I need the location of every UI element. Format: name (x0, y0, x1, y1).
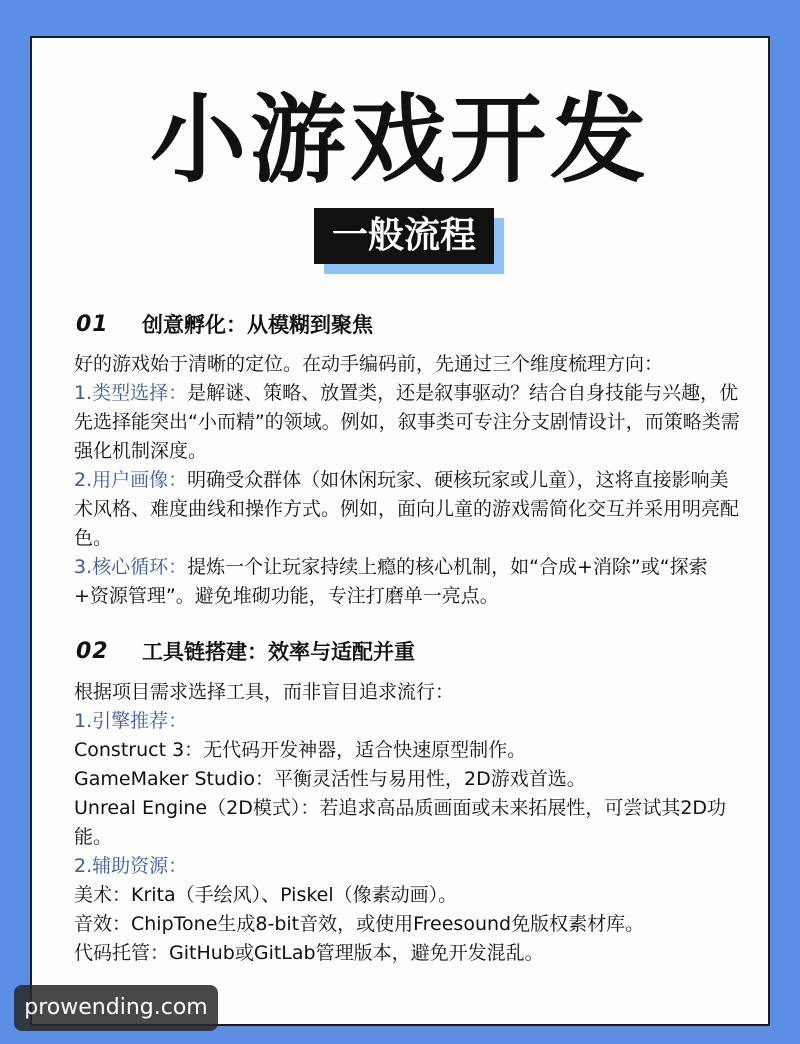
resource-item: 代码托管：GitHub或GitLab管理版本，避免开发混乱。 (74, 942, 544, 964)
item-label: 2.用户画像： (74, 469, 188, 491)
section-2-intro: 根据项目需求选择工具，而非盲目追求流行： (74, 681, 455, 703)
engine-label: 1.引擎推荐： (74, 710, 188, 732)
item-text: 明确受众群体（如休闲玩家、硬核玩家或儿童），这将直接影响美术风格、难度曲线和操作方式。例如，面向儿童的游戏需简化交互并采用明亮配色。 (74, 469, 740, 549)
item-label-highlight (74, 556, 187, 578)
section-1-item (74, 466, 742, 553)
section-1-item (74, 379, 742, 466)
engine-item: Unreal Engine（2D模式）：若追求高品质画面或未来拓展性，可尝试其2D功能。 (74, 797, 727, 848)
subtitle: 一般流程 (314, 208, 494, 264)
section-2-title (138, 636, 419, 666)
subtitle-badge (314, 208, 494, 264)
poster-card (30, 36, 770, 1026)
item-text: 提炼一个让玩家持续上瘾的核心机制，如“合成+消除”或“探索+资源管理”。避免堆砌功能，专注打磨单一亮点。 (74, 556, 708, 607)
section-1-heading (76, 308, 377, 340)
section-2-body (74, 678, 742, 968)
section-2-number: 02 (76, 638, 109, 664)
section-2-heading (76, 635, 419, 667)
item-label-highlight (74, 382, 187, 404)
section-1-title-text: 创意孵化：从模糊到聚焦 (142, 313, 373, 337)
watermark: prowending.com (14, 985, 218, 1031)
resource-item: 音效：ChipTone生成8-bit音效，或使用Freesound免版权素材库。 (74, 913, 645, 935)
item-label: 3.核心循环： (74, 556, 188, 578)
resource-label-row (74, 852, 742, 881)
section-2-title-text: 工具链搭建：效率与适配并重 (142, 640, 415, 664)
resource-item: 美术：Krita（手绘风）、Piskel（像素动画）。 (74, 884, 458, 906)
item-text: 是解谜、策略、放置类，还是叙事驱动？结合自身技能与兴趣，优先选择能突出“小而精”的领域。例如，叙事类可专注分支剧情设计，而策略类需强化机制深度。 (74, 382, 740, 462)
item-label: 1.类型选择： (74, 382, 188, 404)
page-title: 小游戏开发 (150, 84, 650, 196)
resource-label-highlight (74, 855, 187, 877)
engine-label-row (74, 707, 742, 736)
engine-item: GameMaker Studio：平衡灵活性与易用性，2D游戏首选。 (74, 768, 586, 790)
section-1-title (138, 309, 377, 339)
item-label-highlight (74, 469, 187, 491)
engine-item: Construct 3：无代码开发神器，适合快速原型制作。 (74, 739, 527, 761)
section-1-number: 01 (76, 311, 109, 337)
engine-label-highlight (74, 710, 187, 732)
resource-label: 2.辅助资源： (74, 855, 188, 877)
section-1-item (74, 553, 742, 611)
section-1-intro: 好的游戏始于清晰的定位。在动手编码前，先通过三个维度梳理方向： (74, 353, 664, 375)
section-1-body (74, 350, 742, 611)
